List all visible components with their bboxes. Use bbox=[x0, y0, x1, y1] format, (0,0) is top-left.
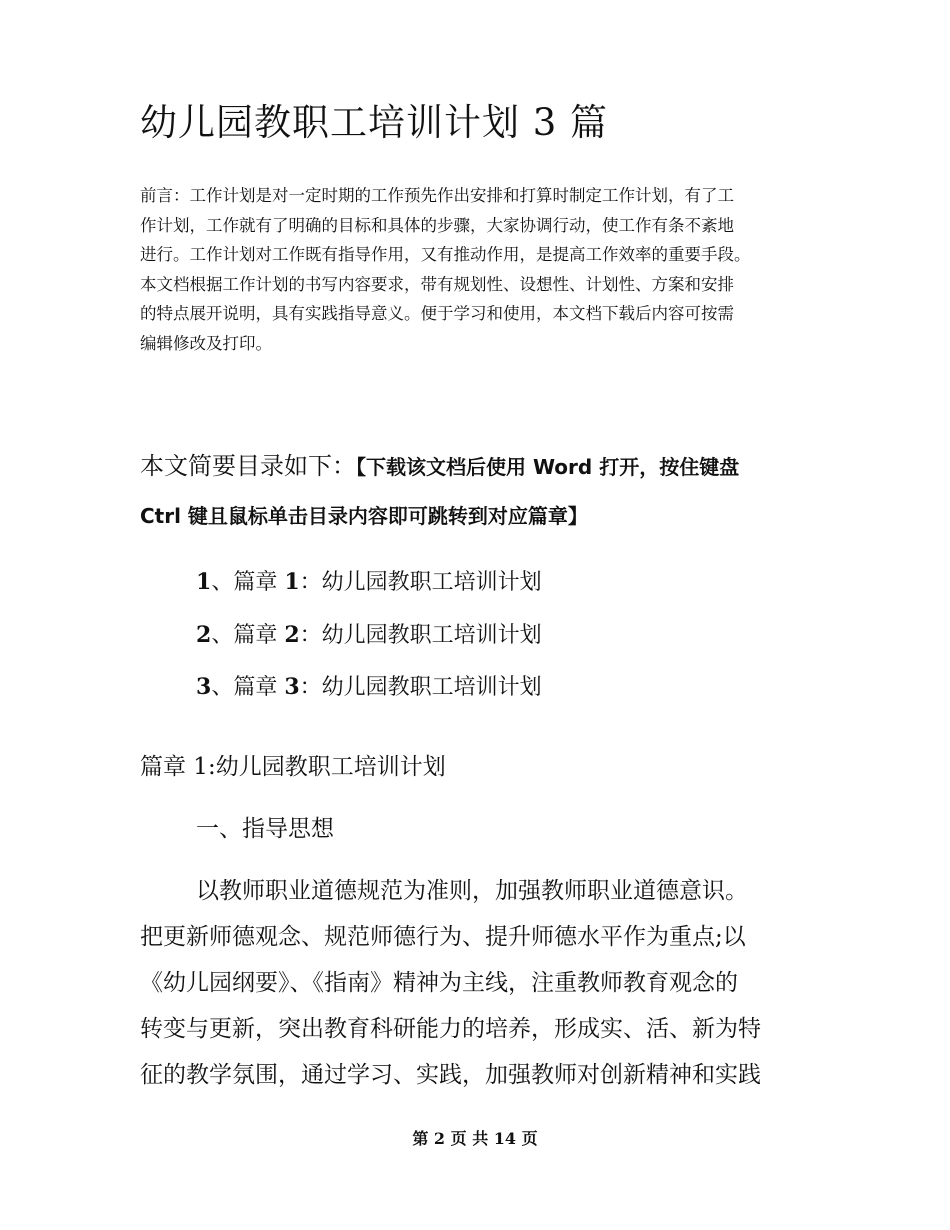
preface-line: 作计划，工作就有了明确的目标和具体的步骤，大家协调行动，使工作有条不紊地 bbox=[140, 215, 734, 235]
body-line: 转变与更新，突出教育科研能力的培养，形成实、活、新为特 bbox=[140, 1016, 761, 1042]
toc-note-continued: Ctrl 键且鼠标单击目录内容即可跳转到对应篇章】 bbox=[140, 504, 588, 528]
toc-item-number: 1 bbox=[196, 569, 212, 595]
preface-line: 前言：工作计划是对一定时期的工作预先作出安排和打算时制定工作计划，有了工 bbox=[140, 186, 734, 205]
body-line: 把更新师德观念、规范师德行为、提升师德水平作为重点;以 bbox=[140, 924, 746, 950]
toc-item-1[interactable] bbox=[196, 565, 542, 618]
toc-item-sep: 、篇章 bbox=[211, 570, 285, 595]
toc-item-sep: 、篇章 bbox=[211, 675, 285, 700]
subsection-title: 一、指导思想 bbox=[196, 816, 334, 842]
body-paragraph bbox=[140, 868, 820, 1098]
toc-item-label: ：幼儿园教职工培训计划 bbox=[299, 675, 542, 700]
toc-note: 【下载该文档后使用 Word 打开，按住键盘 bbox=[356, 455, 740, 479]
toc-list bbox=[196, 565, 542, 723]
preface bbox=[140, 181, 830, 358]
preface-line: 本文档根据工作计划的书写内容要求，带有规划性、设想性、计划性、方案和安排 bbox=[140, 274, 734, 294]
preface-line: 编辑修改及打印。 bbox=[140, 333, 272, 353]
preface-line: 进行。工作计划对工作既有指导作用，又有推动作用，是提高工作效率的重要手段。 bbox=[140, 245, 751, 264]
toc-item-chapter-number: 2 bbox=[284, 621, 300, 648]
body-line: 征的教学氛围，通过学习、实践，加强教师对创新精神和实践 bbox=[140, 1062, 761, 1088]
toc-item-sep: 、篇章 bbox=[211, 622, 285, 648]
toc-item-number: 3 bbox=[196, 674, 212, 700]
toc-item-chapter-number: 1 bbox=[284, 569, 300, 595]
document-title: 幼儿园教职工培训计划 3 篇 bbox=[140, 101, 609, 144]
section-title: 篇章 1:幼儿园教职工培训计划 bbox=[140, 754, 446, 780]
toc-lead: 本文简要目录如下： bbox=[140, 452, 356, 480]
toc-item-label: ：幼儿园教职工培训计划 bbox=[299, 622, 542, 648]
page-footer: 第 2 页 共 14 页 bbox=[412, 1129, 538, 1148]
toc-item-label: ：幼儿园教职工培训计划 bbox=[299, 570, 542, 595]
preface-line: 的特点展开说明，具有实践指导意义。便于学习和使用，本文档下载后内容可按需 bbox=[140, 304, 734, 323]
body-line: 《幼儿园纲要》、《指南》精神为主线，注重教师教育观念的 bbox=[140, 970, 738, 996]
toc-item-2[interactable] bbox=[196, 618, 542, 671]
toc-item-number: 2 bbox=[196, 621, 212, 648]
toc-item-chapter-number: 3 bbox=[284, 674, 300, 700]
body-line: 以教师职业道德规范为准则，加强教师职业道德意识。 bbox=[196, 878, 748, 904]
toc-item-3[interactable] bbox=[196, 670, 542, 723]
toc-heading bbox=[140, 446, 840, 481]
